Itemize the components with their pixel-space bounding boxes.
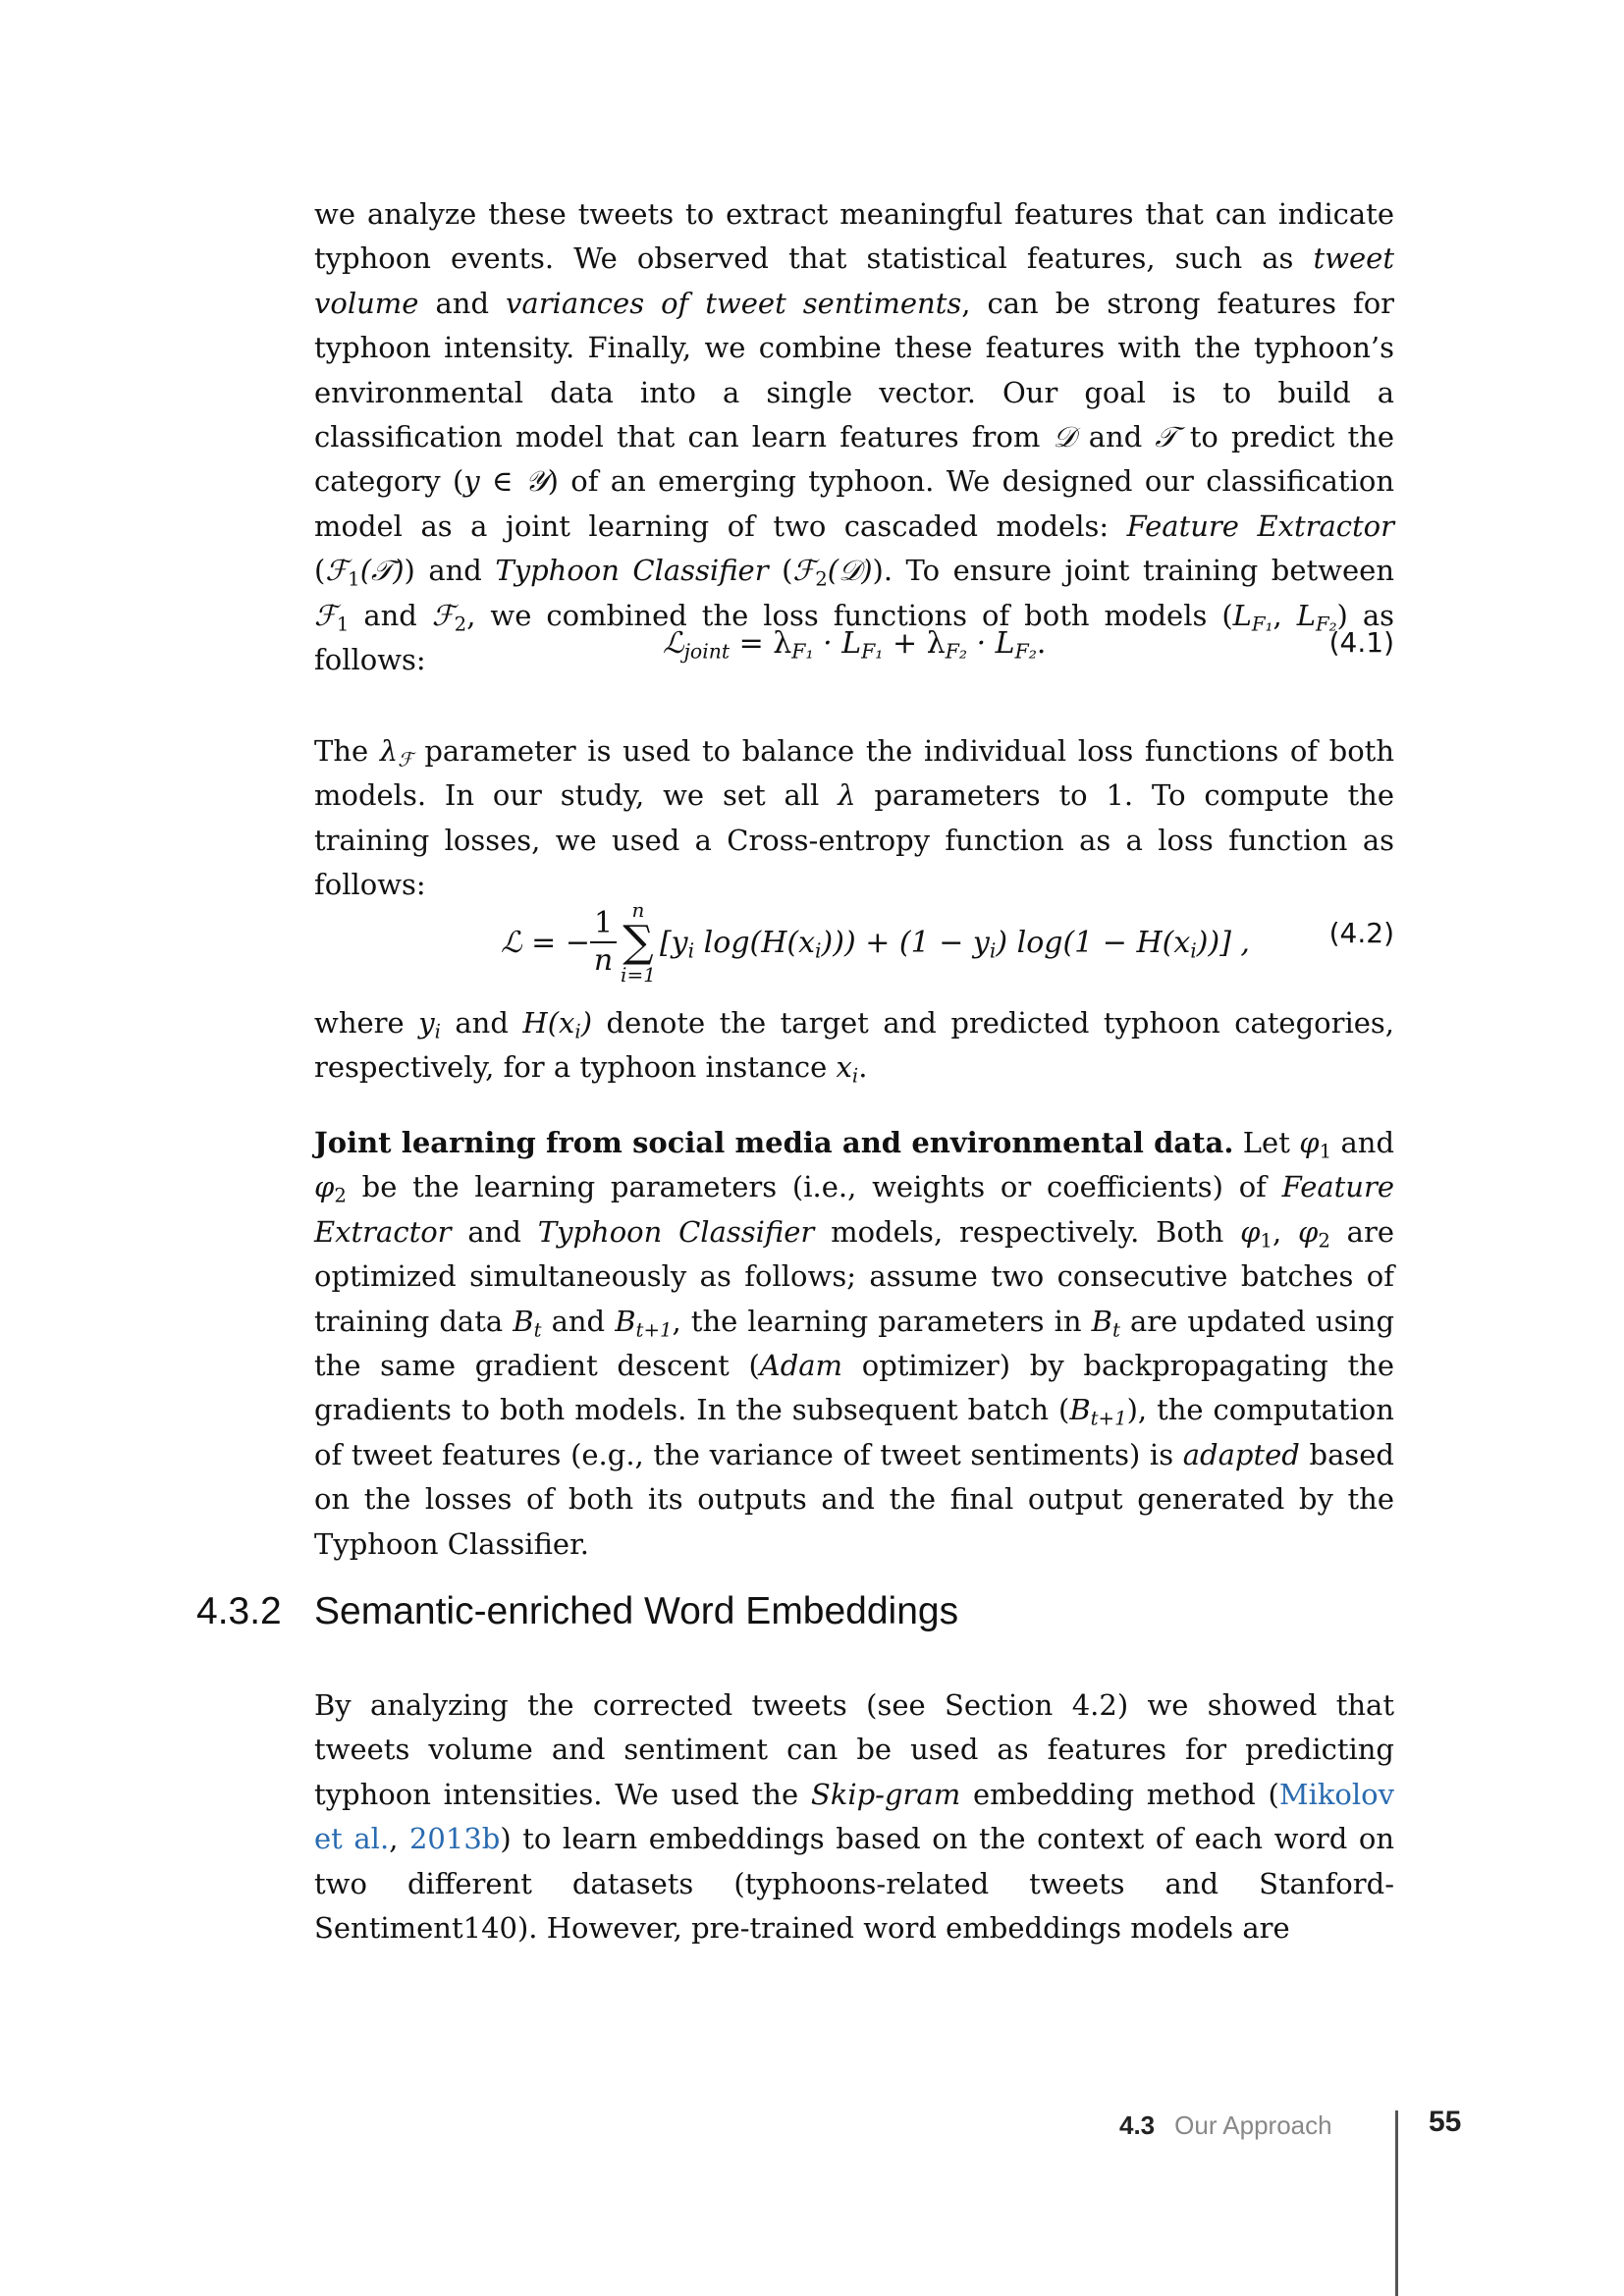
citation-year-link[interactable]: 2013b [408,1822,501,1856]
math-subscript: i [434,1020,441,1043]
paragraph-1 [314,192,1394,682]
emphasis: Feature Extractor [314,1170,1394,1249]
paragraph-3-text [314,1001,1394,1091]
text-run: , [1272,598,1297,632]
text-run: , can be strong features for typhoon intensity. Finally, we combine these features with the typhoon’s environmental data into a single vector. Our goal is to build a classification model that can learn features from [314,286,1395,454]
text-run: ), the computation of tweet features (e.g., the variance of tweet sentiments) is [314,1393,1394,1471]
paragraph-4-text [314,1121,1394,1567]
text-run: ) as follows: [314,598,1394,677]
math-subscript: joint [683,639,731,664]
equation-4-2-formula [501,883,1250,1001]
math-symbol: · L [967,626,1015,661]
math-symbol: L [1232,598,1252,632]
math-subscript: 2 [1318,1229,1330,1253]
text-run: and [451,1214,538,1249]
math-symbol: x [836,1050,852,1085]
section-heading [196,1590,958,1633]
citation-author-link[interactable]: Mikolov et al. [314,1777,1394,1856]
math-symbol: ℱ [431,598,455,632]
text-run: parameter is used to balance the individual loss functions of both models. In our study, we set all [314,734,1395,813]
math-subscript: 1 [1319,1140,1332,1163]
text-run: and [1331,1126,1395,1159]
math-subscript: 2 [815,567,828,591]
math-symbol: L [1296,598,1316,632]
math-subscript: t+1 [635,1318,673,1342]
text-run: and [349,598,432,632]
summation [621,899,656,986]
footer-section-number: 4.3 [1119,2110,1156,2140]
page-number: 55 [1429,2106,1462,2138]
text-run: are updated using the same gradient descent ( [314,1304,1395,1383]
text-run: . [858,1050,868,1085]
equation-number: (4.2) [1328,917,1394,949]
text-run: , we combined the loss functions of both models ( [466,598,1233,632]
equation-4-2 [314,883,1394,1001]
text-run: parameters to [855,778,1107,813]
emphasis: tweet volume [314,241,1394,320]
text-run: The [314,734,380,768]
fraction-denominator: n [593,943,614,978]
math-subscript: F₂ [1014,639,1037,664]
math-subscript: F₁ [791,639,814,664]
math-symbol: ) log(1 − H(x [996,925,1191,960]
math-symbol: (𝒟) [827,554,873,588]
math-subscript: t [533,1318,542,1342]
math-symbol: · L [813,626,862,661]
summation-upper-limit: n [631,898,645,922]
text-run: , [1272,1214,1298,1249]
text-run: and [541,1304,616,1338]
text-run: Let [1233,1126,1300,1159]
math-subscript: i [851,1064,859,1088]
math-symbol: λ [379,734,399,768]
math-subscript: 1 [348,567,360,591]
math-subscript: t [1111,1318,1120,1342]
emphasis: Typhoon Classifier [537,1214,815,1249]
equation-4-1 [314,626,1394,675]
math-subscript: 1 [1260,1229,1272,1253]
math-subscript: i [989,938,997,963]
equation-number: (4.1) [1328,626,1394,659]
math-symbol: 𝒟 [1053,420,1076,454]
text-run: , the learning parameters in [672,1304,1092,1338]
math-symbol: H(x [522,1006,575,1040]
math-subscript: i [574,1020,581,1043]
summation-body [659,925,1250,963]
math-symbol: B [1069,1393,1091,1427]
math-symbol: + λ [883,626,946,661]
math-symbol: ))] , [1196,925,1250,960]
footer-divider [1395,2110,1398,2296]
math-subscript: 2 [334,1184,347,1207]
footer-section-title: Our Approach [1174,2110,1332,2140]
text-run: and [1075,420,1156,454]
text-run: are optimized simultaneously as follows; assume two consecutive batches of training data [314,1214,1394,1338]
fraction [590,906,617,979]
paragraph-2-text [314,729,1394,908]
math-symbol: φ [1240,1214,1261,1249]
math-symbol: ℱ [314,598,337,632]
math-symbol: B [1091,1304,1112,1338]
math-symbol: log(H(x [694,925,816,960]
math-symbol: . [1036,626,1047,661]
running-footer [1119,2110,1332,2141]
text-run: ) and [404,554,496,588]
math-symbol: y [418,1006,435,1040]
math-subscript: i [815,938,822,963]
text-run: where [314,1006,419,1040]
math-subscript: F₁ [861,639,884,664]
math-symbol: φ [1298,1214,1319,1249]
math-symbol: ℒ [663,626,684,661]
text-run: By analyzing the corrected tweets (see Section 4.2) we showed that tweets volume and sentiment can be used as features for predicting typhoon intensities. We used the [314,1688,1394,1811]
text-run: based on the losses of both its outputs and the final output generated by the Typhoon Classifier. [314,1437,1394,1561]
math-symbol: ℱ [792,554,816,588]
paragraph-run-in-heading: Joint learning from social media and environmental data. [314,1126,1234,1159]
section-title: Semantic-enriched Word Embeddings [314,1590,959,1632]
emphasis: Adam [759,1349,843,1383]
text-run: and [440,1006,523,1040]
math-symbol: 𝒯 [1155,420,1177,454]
equation-4-1-formula [663,626,1047,664]
math-subscript: 2 [454,613,467,636]
text-run: denote the target and predicted typhoon categories, respectively, for a typhoon instance [314,1006,1395,1085]
math-symbol: φ [314,1170,335,1204]
summation-lower-limit: i=1 [621,963,656,987]
paragraph-2 [314,729,1394,908]
fraction-numerator: 1 [590,906,617,943]
math-symbol: = λ [730,626,792,661]
paragraph-3 [314,1001,1394,1091]
math-subscript: i [1190,938,1197,963]
math-subscript: F₂ [1315,613,1337,636]
emphasis: Typhoon Classifier [495,554,769,588]
math-symbol: [y [659,925,688,960]
math-symbol: B [615,1304,636,1338]
text-run: ). To ensure joint training between [872,554,1395,588]
text-run: embedding method ( [960,1777,1279,1811]
math-symbol: ℒ = − [501,925,590,960]
paragraph-1-text [314,192,1394,682]
math-symbol: λ [838,778,856,813]
math-symbol: ))) + (1 − y [821,925,990,960]
text-run: models, respectively. Both [814,1214,1241,1249]
math-symbol: 1 [1106,778,1124,813]
math-subscript: i [687,938,695,963]
text-run: ( [768,554,793,588]
text-run: to predict the category ( [314,420,1394,499]
paragraph-5-text [314,1683,1394,1950]
math-symbol: B [513,1304,534,1338]
text-run: ( [314,554,326,588]
section-number: 4.3.2 [196,1590,282,1632]
paragraph-4 [314,1121,1394,1567]
math-subscript: 1 [336,613,350,636]
paragraph-5 [314,1683,1394,1950]
math-subscript: F₁ [1251,613,1273,636]
summation-sign: ∑ [623,917,654,967]
text-run: ) to learn embeddings based on the context of each word on two different datasets (typhoons-related tweets and Stanford-Sentiment140). However, pre-trained word embeddings models are [314,1822,1394,1946]
math-symbol: y ∈ 𝒴 [463,464,548,499]
math-symbol: ℱ [325,554,349,588]
emphasis: Feature Extractor [1126,508,1394,543]
math-symbol: ) [580,1006,593,1040]
math-symbol: φ [1299,1126,1320,1159]
math-subscript: t+1 [1090,1407,1127,1430]
text-run: . To compute the training losses, we used a Cross-entropy function as a loss function as follows: [314,778,1394,902]
text-run: ) of an emerging typhoon. We designed our classification model as a joint learning of two cascaded models: [314,464,1394,543]
text-run: optimizer) by backpropagating the gradients to both models. In the subsequent batch ( [314,1349,1395,1427]
text-run: we analyze these tweets to extract meaningful features that can indicate typhoon events. We observed that statistical features, such as [314,197,1394,276]
text-run: be the learning parameters (i.e., weights or coefficients) of [346,1170,1282,1204]
text-run: , [389,1822,409,1856]
emphasis: variances of tweet sentiments [506,286,962,320]
math-subscript: ℱ [398,748,413,772]
emphasis: Skip-gram [810,1777,961,1811]
math-symbol: (𝒯) [359,554,405,588]
text-run: and [418,286,507,320]
emphasis: adapted [1182,1437,1300,1471]
math-subscript: F₂ [945,639,968,664]
